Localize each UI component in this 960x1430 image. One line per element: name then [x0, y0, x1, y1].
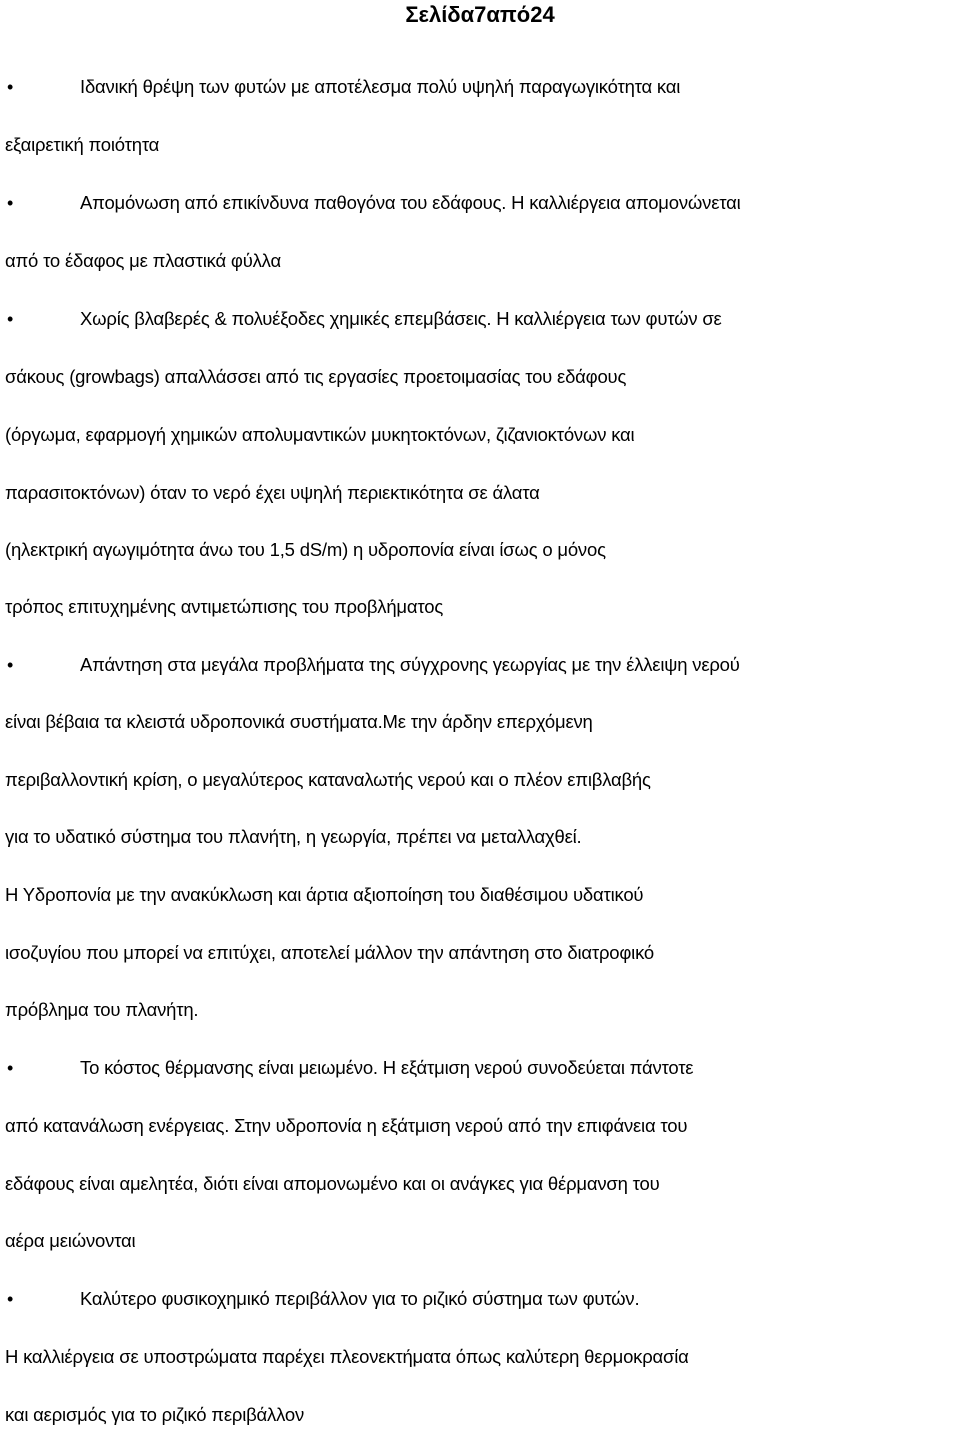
bullet-icon: • [6, 655, 14, 675]
bullet-text: Το κόστος θέρμανσης είναι μειωμένο. Η εξάτμιση νερού συνοδεύεται πάντοτε [80, 1057, 694, 1078]
paragraph-text: από κατανάλωση ενέργειας. Στην υδροπονία η εξάτμιση νερού από την επιφάνεια του [5, 1115, 688, 1136]
paragraph-text: πρόβλημα του πλανήτη. [5, 999, 199, 1020]
bullet-icon: • [6, 309, 14, 329]
bullet-text: Απάντηση στα μεγάλα προβλήματα της σύγχρονης γεωργίας με την έλλειψη νερού [80, 654, 740, 675]
paragraph-text: (ηλεκτρική αγωγιμότητα άνω του 1,5 dS/m) η υδροπονία είναι ίσως ο μόνος [5, 539, 606, 560]
bullet-text: Ιδανική θρέψη των φυτών με αποτέλεσμα πολύ υψηλή παραγωγικότητα και [80, 76, 681, 97]
paragraph-text: τρόπος επιτυχημένης αντιμετώπισης του προβλήματος [5, 596, 444, 617]
paragraph-text: για το υδατικό σύστημα του πλανήτη, η γεωργία, πρέπει να μεταλλαχθεί. [5, 826, 582, 847]
paragraph-text: παρασιτοκτόνων) όταν το νερό έχει υψηλή περιεκτικότητα σε άλατα [5, 482, 540, 503]
bullet-icon: • [6, 1289, 14, 1309]
paragraph-text: αέρα μειώνονται [5, 1230, 136, 1251]
paragraph-text: είναι βέβαια τα κλειστά υδροπονικά συστήματα.Με την άρδην επερχόμενη [5, 711, 593, 732]
bullet-icon: • [6, 77, 14, 97]
paragraph-text: και αερισμός για το ριζικό περιβάλλον [5, 1404, 304, 1425]
bullet-icon: • [6, 193, 14, 213]
paragraph-text: (όργωμα, εφαρμογή χημικών απολυμαντικών μυκητοκτόνων, ζιζανιοκτόνων και [5, 424, 635, 445]
paragraph-text: εδάφους είναι αμελητέα, διότι είναι απομονωμένο και οι ανάγκες για θέρμανση του [5, 1173, 660, 1194]
bullet-icon: • [6, 1058, 14, 1078]
paragraph-text: από το έδαφος με πλαστικά φύλλα [5, 250, 281, 271]
page-title: Σελίδα7από24 [405, 2, 555, 27]
bullet-text: Απομόνωση από επικίνδυνα παθογόνα του εδάφους. Η καλλιέργεια απομονώνεται [80, 192, 741, 213]
paragraph-text: Η καλλιέργεια σε υποστρώματα παρέχει πλεονεκτήματα όπως καλύτερη θερμοκρασία [5, 1346, 689, 1367]
bullet-text: Χωρίς βλαβερές & πολυέξοδες χημικές επεμβάσεις. Η καλλιέργεια των φυτών σε [80, 308, 722, 329]
paragraph-text: περιβαλλοντική κρίση, ο μεγαλύτερος καταναλωτής νερού και ο πλέον επιβλαβής [5, 769, 651, 790]
paragraph-text: σάκους (growbags) απαλλάσσει από τις εργασίες προετοιμασίας του εδάφους [5, 366, 627, 387]
paragraph-text: εξαιρετική ποιότητα [5, 134, 160, 155]
bullet-text: Καλύτερο φυσικοχημικό περιβάλλον για το ριζικό σύστημα των φυτών. [80, 1288, 640, 1309]
paragraph-text: ισοζυγίου που μπορεί να επιτύχει, αποτελεί μάλλον την απάντηση στο διατροφικό [5, 942, 654, 963]
paragraph-text: Η Υδροπονία με την ανακύκλωση και άρτια αξιοποίηση του διαθέσιμου υδατικού [5, 884, 644, 905]
